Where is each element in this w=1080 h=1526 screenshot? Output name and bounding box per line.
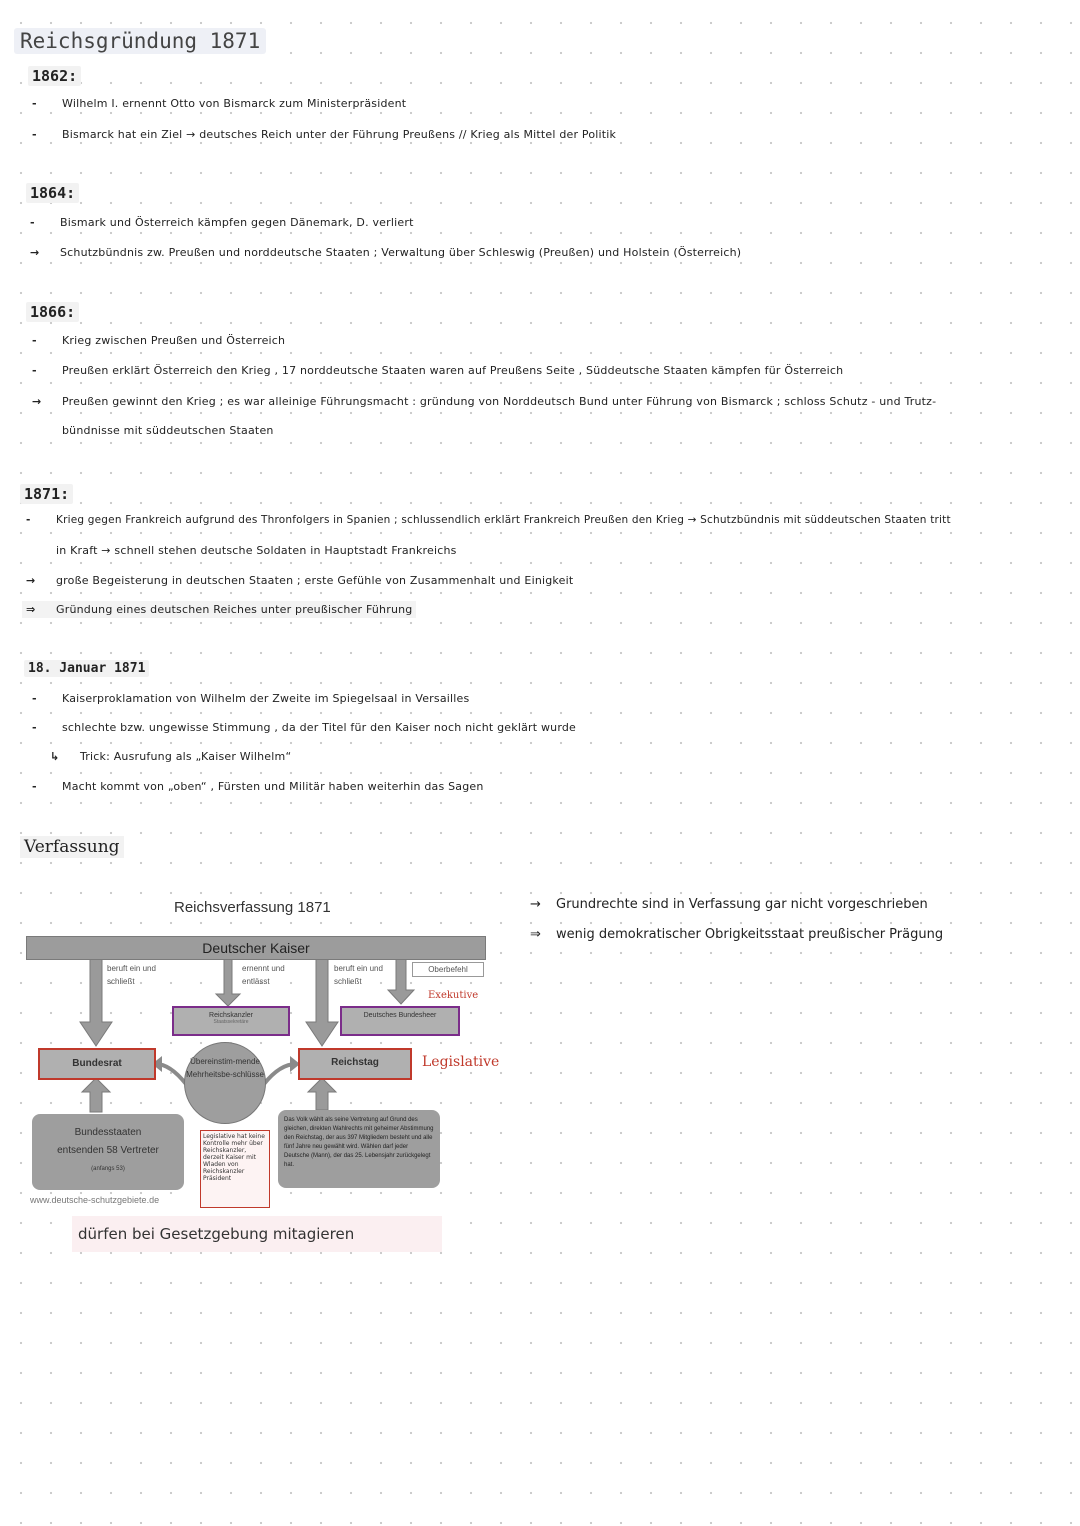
verfassung-heading: Verfassung bbox=[20, 836, 124, 858]
note-line: → große Begeisterung in deutschen Staaten ; erste Gefühle von Zusammenhalt und Einigkeit bbox=[26, 574, 574, 587]
label-beruft-ein-2: beruft ein und schließt bbox=[334, 964, 383, 986]
arrow-down-bundesheer bbox=[388, 958, 414, 1004]
note-line: - Bismark und Österreich kämpfen gegen Dänemark, D. verliert bbox=[30, 216, 414, 229]
label-oberbefehl: Oberbefehl bbox=[412, 962, 484, 977]
note-line: - Bismarck hat ein Ziel → deutsches Reich unter der Führung Preußens // Krieg als Mittel der Politik bbox=[32, 128, 617, 141]
note-line: - Macht kommt von „oben“ , Fürsten und Militär haben weiterhin das Sagen bbox=[32, 780, 484, 793]
label-beruft-ein-1: beruft ein und schließt bbox=[107, 964, 156, 986]
diagram-source: www.deutsche-schutzgebiete.de bbox=[30, 1195, 160, 1205]
arrow-down-reichskanzler bbox=[216, 958, 240, 1006]
bundesrat-box: Bundesrat bbox=[38, 1048, 156, 1080]
reichstag-box: Reichstag bbox=[298, 1048, 412, 1080]
note-line: - Preußen erklärt Österreich den Krieg , 17 norddeutsche Staaten waren auf Preußens Seite , Süddeutsche Staaten kämpfen für Österreich bbox=[32, 364, 844, 377]
date-18-januar-1871: 18. Januar 1871 bbox=[24, 660, 149, 677]
deutscher-kaiser-box: Deutscher Kaiser bbox=[26, 936, 486, 960]
volk-info-box: Das Volk wählt als seine Vertretung auf Grund des gleichen, direkten Wahlrechts mit geheimer Abstimmung den Reichstag, der aus 397 Mitgliedern besteht und alle fünf Jahre neu gewählt wird. Wählen darf jeder Deutsche (Mann), der das 25. Lebensjahr zurückgelegt hat. bbox=[278, 1110, 440, 1188]
note-line-highlight: ⇒ Gründung eines deutschen Reiches unter preußischer Führung bbox=[22, 601, 416, 618]
arrow-up-reichstag bbox=[308, 1078, 336, 1110]
note-line: → Schutzbündnis zw. Preußen und norddeutsche Staaten ; Verwaltung über Schleswig (Preußen) und Holstein (Österreich) bbox=[30, 246, 742, 259]
legislative-handwritten-note: Legislative hat keine Kontrolle mehr über Reichskanzler, derzeit Kaiser mit Wladen von Reichskanzler Präsident bbox=[200, 1130, 270, 1208]
diagram-title: Reichsverfassung 1871 bbox=[174, 899, 331, 916]
right-note: ⇒ wenig demokratischer Obrigkeitsstaat preußischer Prägung bbox=[530, 927, 944, 942]
note-line: - Krieg gegen Frankreich aufgrund des Thronfolgers in Spanien ; schlussendlich erklärt Frankreich Preußen den Krieg → Schutzbündnis mit süddeutschen Staaten tritt bbox=[26, 514, 951, 526]
exekutive-label: Exekutive bbox=[428, 990, 479, 1001]
arrow-up-bundesrat bbox=[82, 1078, 110, 1112]
note-line: → Preußen gewinnt den Krieg ; es war alleinige Führungsmacht : gründung von Norddeutsch Bund unter Führung von Bismarck ; schloss Schutz - und Trutz- bbox=[32, 395, 937, 408]
right-note: → Grundrechte sind in Verfassung gar nicht vorgeschrieben bbox=[530, 897, 928, 912]
note-line: - Kaiserproklamation von Wilhelm der Zweite im Spiegelsaal in Versailles bbox=[32, 692, 470, 705]
bundesstaaten-box: Bundesstaaten entsenden 58 Vertreter (anfangs 53) bbox=[32, 1114, 184, 1190]
page-title: Reichsgründung 1871 bbox=[14, 28, 266, 54]
year-1871: 1871: bbox=[20, 484, 73, 504]
reichskanzler-box: Reichskanzler Staatssekretäre bbox=[172, 1006, 290, 1036]
diagram-arrows bbox=[0, 0, 520, 1230]
year-1862: 1862: bbox=[28, 66, 81, 86]
year-1864: 1864: bbox=[26, 183, 79, 203]
note-line: bündnisse mit süddeutschen Staaten bbox=[62, 424, 274, 437]
note-line: in Kraft → schnell stehen deutsche Soldaten in Hauptstadt Frankreichs bbox=[56, 544, 457, 557]
year-1866: 1866: bbox=[26, 302, 79, 322]
legislative-label: Legislative bbox=[422, 1054, 500, 1070]
note-line: - Wilhelm I. ernennt Otto von Bismarck zum Ministerpräsident bbox=[32, 97, 407, 110]
note-line: - Krieg zwischen Preußen und Österreich bbox=[32, 334, 286, 347]
label-ernennt: ernennt und entlässt bbox=[242, 964, 285, 986]
bundesheer-box: Deutsches Bundesheer bbox=[340, 1006, 460, 1036]
mehrheitsbeschluesse-circle: Übereinstim-mende Mehrheitsbe-schlüsse bbox=[184, 1042, 266, 1124]
note-line: - schlechte bzw. ungewisse Stimmung , da der Titel für den Kaiser noch nicht geklärt wurde bbox=[32, 721, 577, 734]
note-gesetzgebung: dürfen bei Gesetzgebung mitagieren bbox=[72, 1216, 442, 1252]
note-line: ↳ Trick: Ausrufung als „Kaiser Wilhelm“ bbox=[50, 750, 292, 763]
